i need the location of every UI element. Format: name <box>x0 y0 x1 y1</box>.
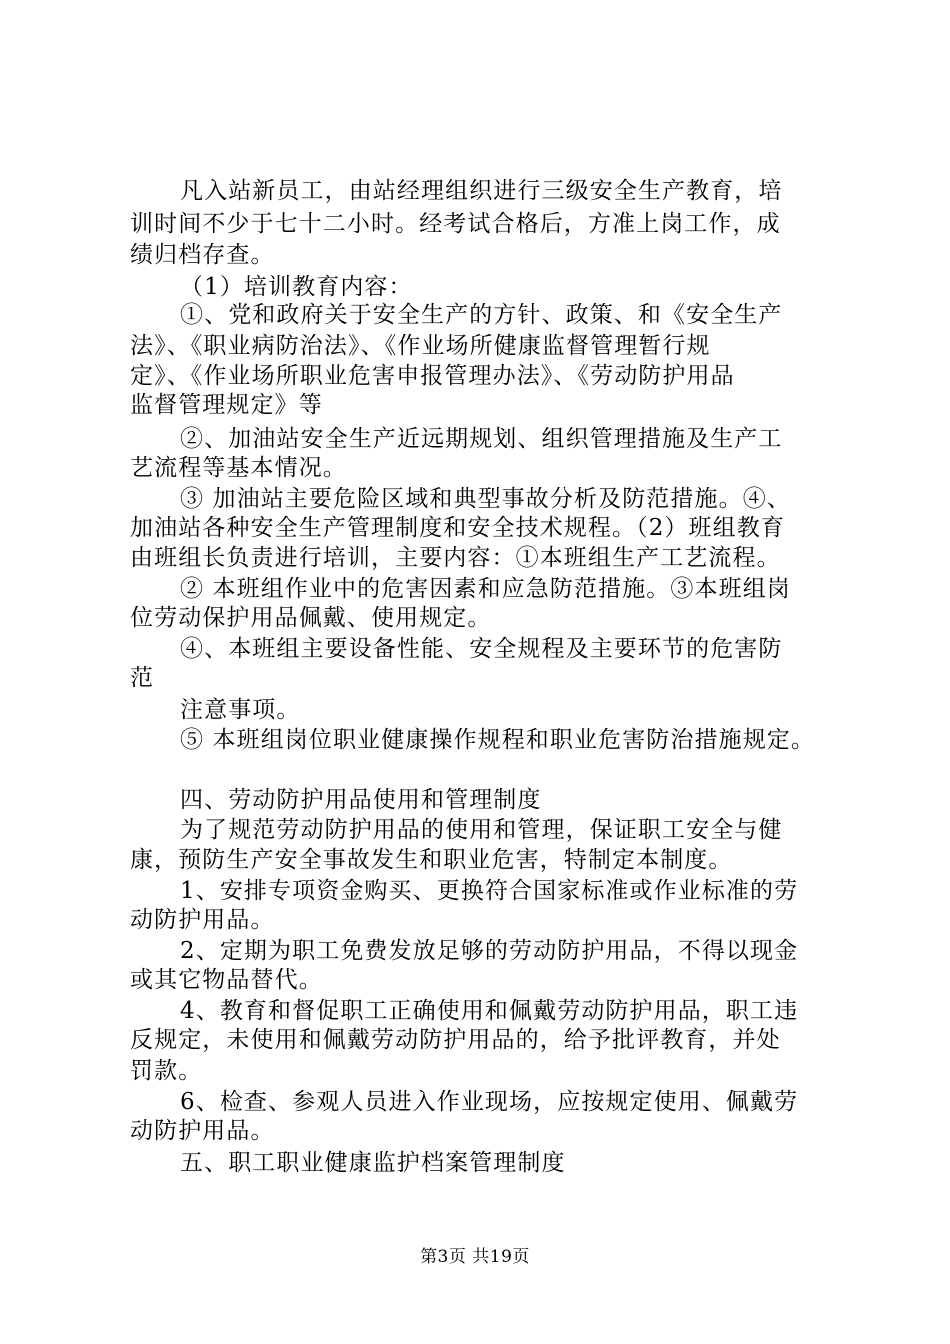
text-line: 凡入站新员工，由站经理组织进行三级安全生产教育，培 <box>180 178 783 204</box>
text-line: 加油站各种安全生产管理制度和安全技术规程。（2）班组教育 <box>130 515 785 541</box>
text-line: 定》、《作业场所职业危害申报管理办法》、《劳动防护用品 <box>130 363 735 389</box>
text-line: 或其它物品替代。 <box>130 967 323 993</box>
text-line: 康，预防生产安全事故发生和职业危害，特制定本制度。 <box>130 847 733 873</box>
text-line: ②、加油站安全生产近远期规划、组织管理措施及生产工 <box>180 426 783 452</box>
text-line: 范 <box>130 665 155 691</box>
text-line: 罚款。 <box>130 1058 203 1084</box>
text-line: 4、教育和督促职工正确使用和佩戴劳动防护用品，职工违 <box>180 998 799 1024</box>
text-line: 训时间不少于七十二小时。经考试合格后，方准上岗工作，成 <box>130 211 781 237</box>
text-line: 监督管理规定》等 <box>130 392 323 418</box>
text-line: 6、检查、参观人员进入作业现场，应按规定使用、佩戴劳 <box>180 1089 799 1115</box>
text-line: 1、安排专项资金购买、更换符合国家标准或作业标准的劳 <box>180 878 799 904</box>
text-line: 动防护用品。 <box>130 907 275 933</box>
section-heading: 五、职工职业健康监护档案管理制度 <box>180 1150 566 1176</box>
text-line: ⑤ 本班组岗位职业健康操作规程和职业危害防治措施规定。 <box>180 727 816 753</box>
page-footer: 第3页 共19页 <box>420 1247 530 1267</box>
text-line: 艺流程等基本情况。 <box>130 455 347 481</box>
text-line: ①、党和政府关于安全生产的方针、政策、和《安全生产 <box>180 302 783 328</box>
text-line: 动防护用品。 <box>130 1118 275 1144</box>
text-line: 由班组长负责进行培训，主要内容：①本班组生产工艺流程。 <box>130 545 781 571</box>
text-line: 注意事项。 <box>180 697 301 723</box>
text-line: 2、定期为职工免费发放足够的劳动防护用品，不得以现金 <box>180 938 799 964</box>
text-line: 绩归档存查。 <box>130 242 275 268</box>
text-line: ② 本班组作业中的危害因素和应急防范措施。③本班组岗 <box>180 576 791 602</box>
text-line: 反规定，未使用和佩戴劳动防护用品的，给予批评教育，并处 <box>130 1027 781 1053</box>
text-line: ④、本班组主要设备性能、安全规程及主要环节的危害防 <box>180 636 783 662</box>
text-line: 为了规范劳动防护用品的使用和管理，保证职工安全与健 <box>180 817 783 843</box>
text-line: 法》、《职业病防治法》、《作业场所健康监督管理暂行规 <box>130 333 711 359</box>
section-heading: 四、劳动防护用品使用和管理制度 <box>180 787 542 813</box>
text-line: （1）培训教育内容： <box>180 274 413 300</box>
text-line: 位劳动保护用品佩戴、使用规定。 <box>130 605 492 631</box>
text-line: ③ 加油站主要危险区域和典型事故分析及防范措施。④、 <box>180 486 791 512</box>
